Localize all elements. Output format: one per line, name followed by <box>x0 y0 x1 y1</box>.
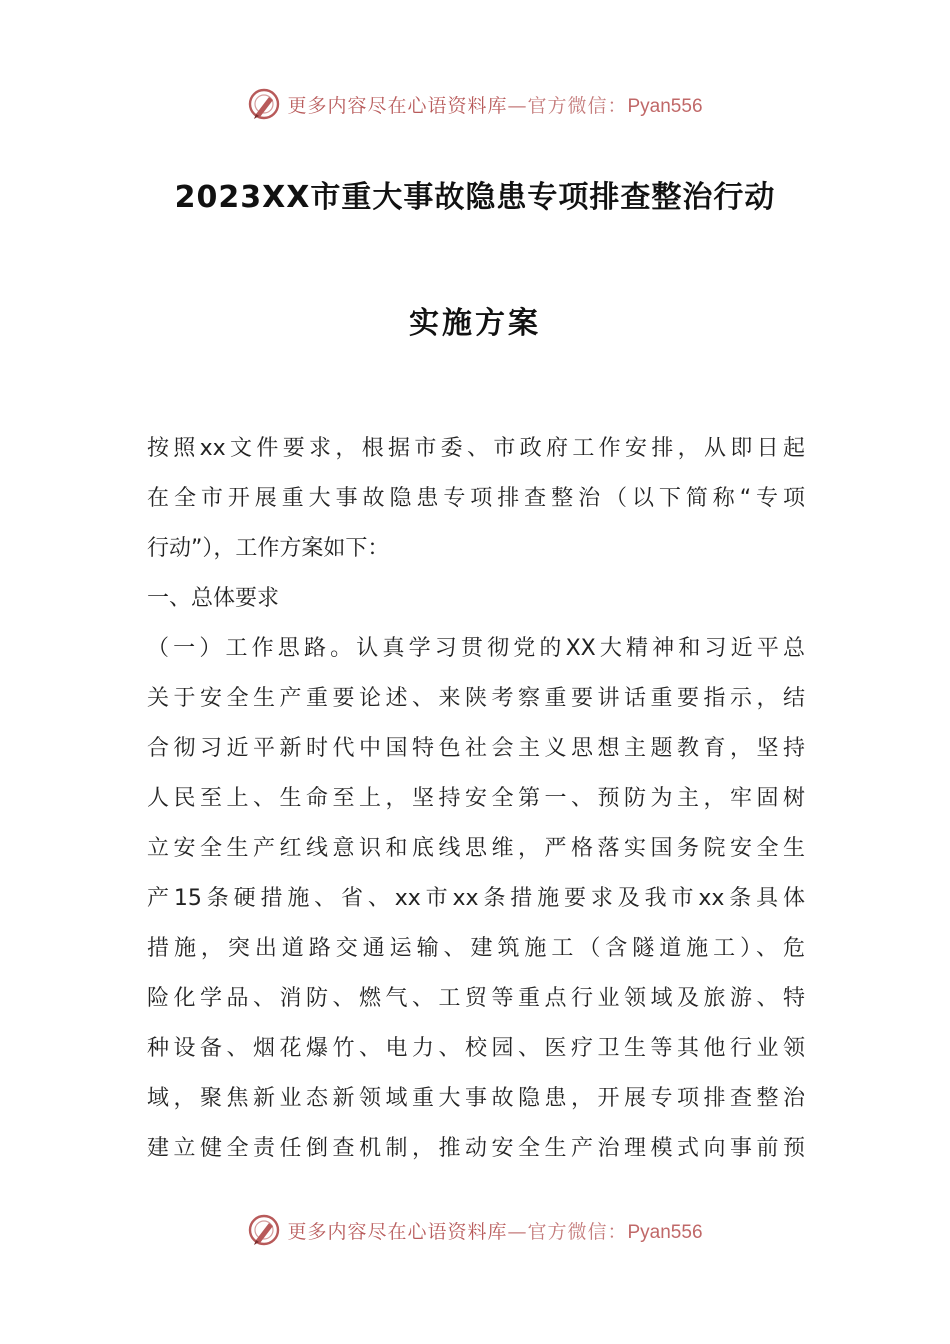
document-title-line2: 实施方案 <box>409 306 541 341</box>
section-heading: 一、总体要求 <box>147 586 280 611</box>
watermark-contact: Pyan556 <box>627 1221 703 1243</box>
watermark-text <box>287 1217 702 1244</box>
watermark-site: 更多内容尽在心语资料库 <box>287 94 508 117</box>
body-line: 关于安全生产重要论述、来陕考察重要讲话重要指示，结 <box>147 686 805 711</box>
body-line: 在全市开展重大事故隐患专项排查整治（以下简称“专项 <box>147 486 805 511</box>
watermark-text <box>287 91 702 118</box>
watermark-separator: —官方微信： <box>507 1220 628 1243</box>
body-line: 域，聚焦新业态新领域重大事故隐患，开展专项排查整治 <box>147 1086 805 1111</box>
body-line: 种设备、烟花爆竹、电力、校园、医疗卫生等其他行业领 <box>147 1036 805 1061</box>
watermark-site: 更多内容尽在心语资料库 <box>287 1220 508 1243</box>
body-line: 建立健全责任倒查机制，推动安全生产治理模式向事前预 <box>147 1136 805 1161</box>
body-line: 人民至上、生命至上，坚持安全第一、预防为主，牢固树 <box>147 786 805 811</box>
body-line: 行动”），工作方案如下： <box>147 536 390 561</box>
header-watermark <box>0 84 950 124</box>
footer-watermark <box>0 1210 950 1250</box>
body-line: 按照xx文件要求，根据市委、市政府工作安排，从即日起 <box>147 436 805 461</box>
body-line: 措施，突出道路交通运输、建筑施工（含隧道施工）、危 <box>147 936 805 961</box>
document-title-line1: 2023XX市重大事故隐患专项排查整治行动 <box>174 180 776 215</box>
pen-logo-icon <box>247 1213 281 1247</box>
document-body <box>147 424 805 1174</box>
watermark-separator: —官方微信： <box>507 94 628 117</box>
body-line: 险化学品、消防、燃气、工贸等重点行业领域及旅游、特 <box>147 986 805 1011</box>
watermark-contact: Pyan556 <box>627 95 703 117</box>
body-line: （一）工作思路。认真学习贯彻党的XX大精神和习近平总 <box>147 636 805 661</box>
pen-logo-icon <box>247 87 281 121</box>
body-line: 产15条硬措施、省、xx市xx条措施要求及我市xx条具体 <box>147 886 805 911</box>
body-line: 合彻习近平新时代中国特色社会主义思想主题教育，坚持 <box>147 736 805 761</box>
body-line: 立安全生产红线意识和底线思维，严格落实国务院安全生 <box>147 836 805 861</box>
